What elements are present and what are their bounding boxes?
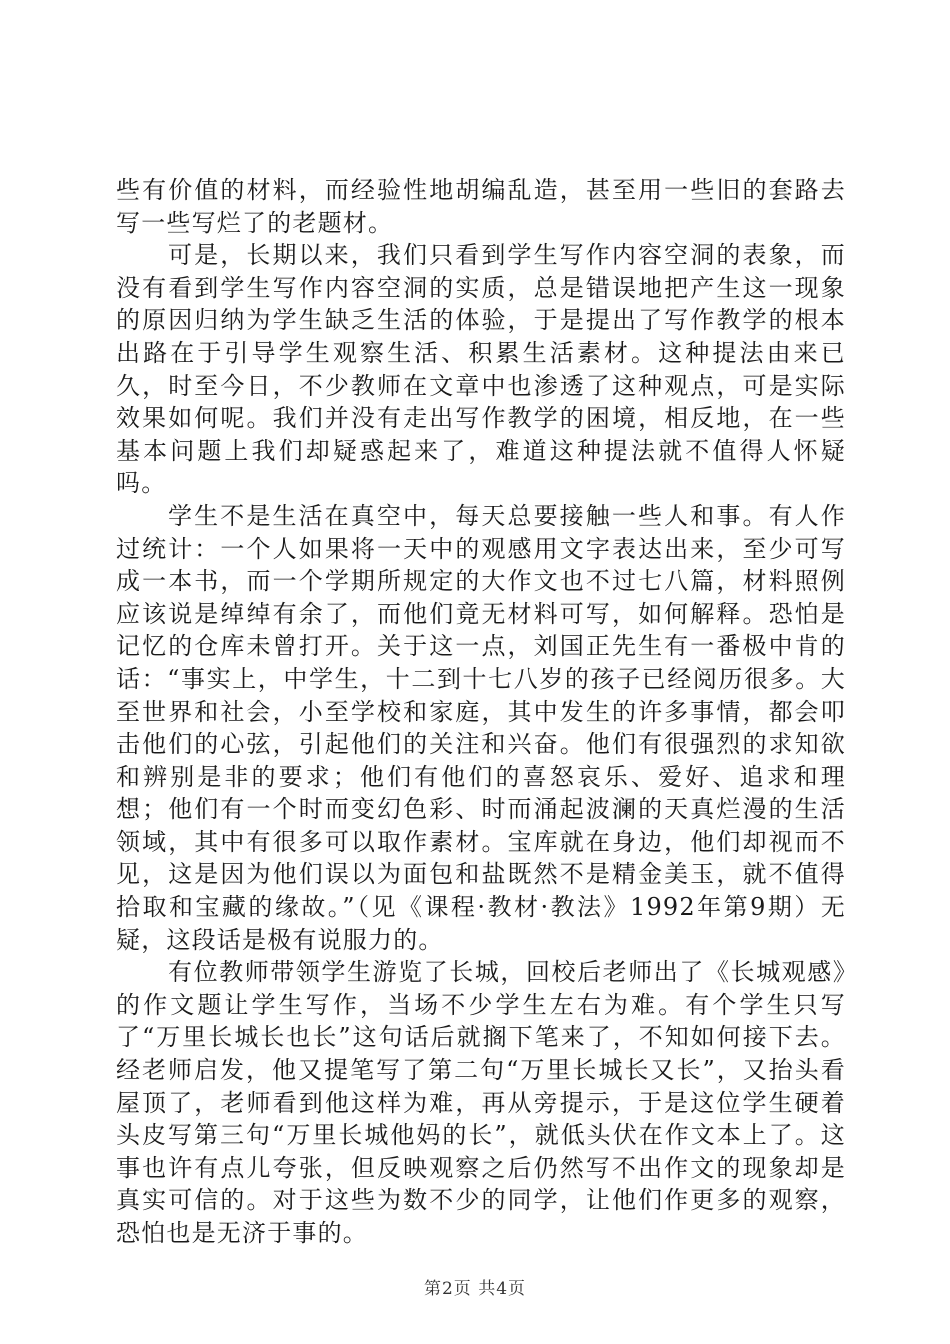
page-footer: 第2页 共4页 <box>423 1279 527 1299</box>
paragraph-great-wall-example: 有位教师带领学生游览了长城，回校后老师出了《长城观感》的作文题让学生写作，当场不少学生左右为难。有个学生只写了“万里长城长也长”这句话后就搁下笔来了，不知如何接下去。经老师启发，他又提笔写了第二句“万里长城长又长”，又抬头看屋顶了，老师看到他这样为难，再从旁提示，于是这位学生硬着头皮写第三句“万里长城他妈的长”，就低头伏在作文本上了。这事也许有点儿夸张，但反映观察之后仍然写不出作文的现象却是真实可信的。对于这些为数不少的同学，让他们作更多的观察，恐怕也是无济于事的。 <box>116 958 846 1247</box>
document-body <box>116 174 846 1250</box>
paragraph-continuation: 些有价值的材料，而经验性地胡编乱造，甚至用一些旧的套路去写一些写烂了的老题材。 <box>116 176 846 237</box>
paragraph-writing-concept: 可是，长期以来，我们只看到学生写作内容空洞的表象，而没有看到学生写作内容空洞的实质，总是错误地把产生这一现象的原因归纳为学生缺乏生活的体验，于是提出了写作教学的根本出路在于引导学生观察生活、积累生活素材。这种提法由来已久，时至今日，不少教师在文章中也渗透了这种观点，可是实际效果如何呢。我们并没有走出写作教学的困境，相反地，在一些基本问题上我们却疑惑起来了，难道这种提法就不值得人怀疑吗。 <box>116 241 846 498</box>
paragraph-student-life: 学生不是生活在真空中，每天总要接触一些人和事。有人作过统计：一个人如果将一天中的观感用文字表达出来，至少可写成一本书，而一个学期所规定的大作文也不过七八篇，材料照例应该说是绰绰有余了，而他们竟无材料可写，如何解释。恐怕是记忆的仓库未曾打开。关于这一点，刘国正先生有一番极中肯的话：“事实上，中学生，十二到十七八岁的孩子已经阅历很多。大至世界和社会，小至学校和家庭，其中发生的许多事情，都会叩击他们的心弦，引起他们的关注和兴奋。他们有很强烈的求知欲和辨别是非的要求；他们有他们的喜怒哀乐、爱好、追求和理想；他们有一个时而变幻色彩、时而涌起波澜的天真烂漫的生活领域，其中有很多可以取作素材。宝库就在身边，他们却视而不见，这是因为他们误以为面包和盐既然不是精金美玉，就不值得拾取和宝藏的缘故。”（见《课程·教材·教法》1992年第9期）无疑，这段话是极有说服力的。 <box>116 501 846 954</box>
